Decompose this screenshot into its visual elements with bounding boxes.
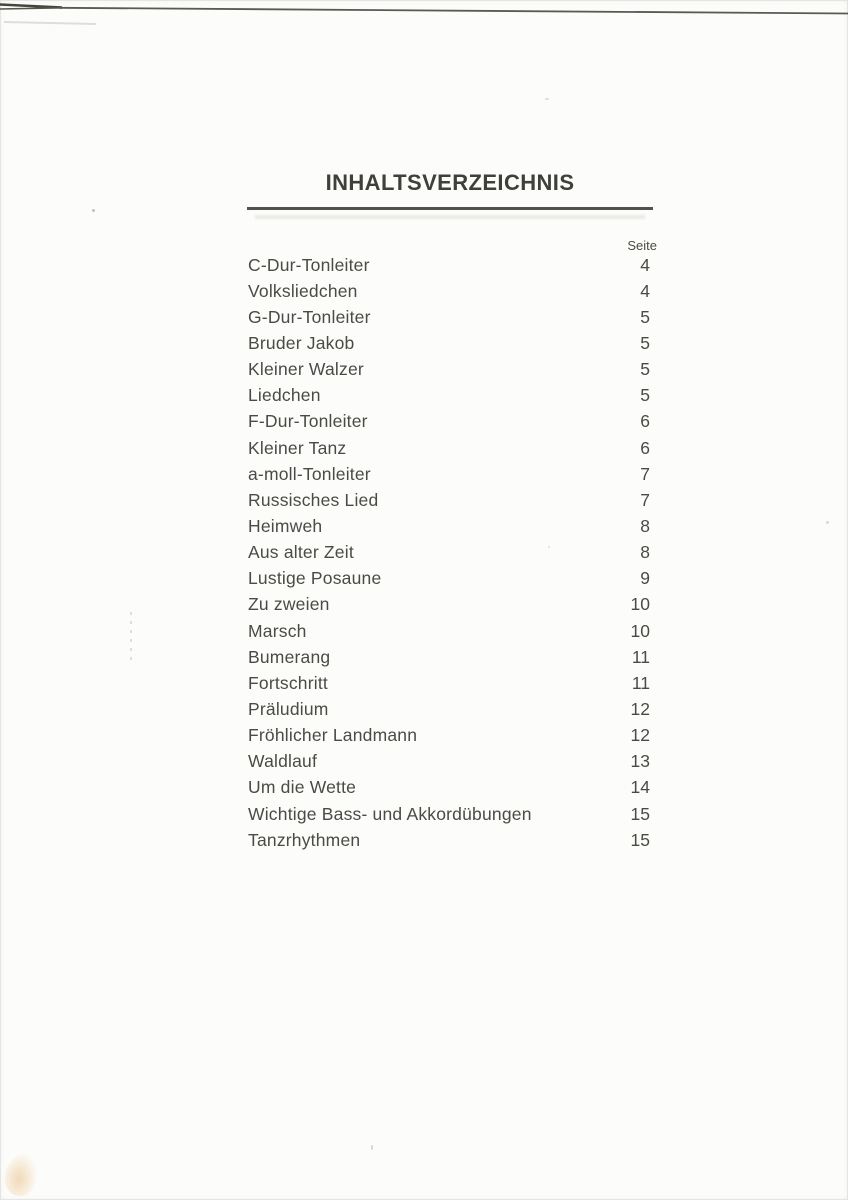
toc-entry-title: Fortschritt	[248, 672, 328, 693]
toc-entry-page: 12	[630, 725, 650, 746]
toc-entry-page: 15	[630, 829, 650, 850]
toc-row	[248, 670, 650, 696]
toc-entry-title: Um die Wette	[248, 777, 357, 798]
toc-entry-title: Russisches Lied	[248, 489, 379, 510]
toc-entry-page: 9	[640, 568, 650, 589]
toc-row	[248, 357, 650, 383]
toc-entry-page: 6	[640, 411, 650, 432]
toc-entry-title: Heimweh	[248, 515, 323, 536]
toc-list	[248, 252, 650, 853]
toc-entry-page: 5	[640, 359, 650, 380]
toc-entry-page: 10	[630, 620, 650, 641]
toc-row	[248, 513, 650, 539]
toc-entry-page: 8	[640, 515, 650, 536]
toc-entry-page: 8	[640, 542, 650, 563]
toc-row	[248, 775, 650, 801]
toc-entry-title: Marsch	[248, 620, 307, 641]
scan-speck	[826, 521, 829, 524]
toc-row	[248, 540, 650, 566]
toc-row	[248, 461, 650, 487]
toc-row	[248, 304, 650, 330]
toc-entry-title: Aus alter Zeit	[248, 542, 354, 563]
toc-entry-title: F-Dur-Tonleiter	[248, 411, 368, 432]
toc-entry-page: 14	[630, 777, 650, 798]
toc-entry-title: G-Dur-Tonleiter	[248, 306, 371, 327]
toc-entry-page: 6	[640, 437, 650, 458]
toc-entry-page: 10	[630, 594, 650, 615]
toc-entry-page: 7	[640, 463, 650, 484]
toc-row	[248, 749, 650, 775]
toc-row	[248, 644, 650, 670]
toc-row	[248, 383, 650, 409]
page-title: INHALTSVERZEICHNIS	[325, 170, 575, 195]
toc-row	[248, 278, 650, 304]
toc-entry-page: 4	[640, 280, 650, 301]
scan-top-edge-artifact	[0, 0, 848, 32]
toc-entry-title: C-Dur-Tonleiter	[248, 254, 370, 275]
title-rule	[247, 207, 653, 210]
toc-row	[248, 696, 650, 722]
toc-row	[248, 252, 650, 278]
scan-speck	[548, 546, 550, 548]
toc-row	[248, 592, 650, 618]
scan-speck	[371, 1145, 373, 1150]
toc-row	[248, 330, 650, 356]
toc-entry-page: 11	[631, 646, 650, 667]
toc-entry-page: 13	[630, 751, 650, 772]
toc-entry-title: Volksliedchen	[248, 280, 358, 301]
toc-entry-title: Liedchen	[248, 385, 321, 406]
toc-row	[248, 487, 650, 513]
toc-entry-title: Präludium	[248, 698, 329, 719]
toc-row	[248, 723, 650, 749]
toc-entry-page: 5	[640, 306, 650, 327]
toc-entry-page: 5	[640, 385, 650, 406]
toc-entry-title: Bruder Jakob	[248, 332, 355, 353]
page-column-header: Seite	[627, 238, 657, 253]
toc-row	[248, 409, 650, 435]
scan-stain-artifact	[2, 1152, 40, 1198]
toc-entry-page: 15	[630, 803, 650, 824]
toc-row	[248, 618, 650, 644]
toc-entry-title: Fröhlicher Landmann	[248, 725, 418, 746]
toc-entry-page: 12	[630, 698, 650, 719]
toc-entry-title: a-moll-Tonleiter	[248, 463, 371, 484]
toc-entry-title: Bumerang	[248, 646, 331, 667]
toc-row	[248, 435, 650, 461]
toc-entry-title: Kleiner Tanz	[248, 437, 347, 458]
toc-entry-title: Wichtige Bass- und Akkordübungen	[248, 803, 532, 824]
scan-speck	[92, 209, 95, 212]
scan-dotted-line-artifact	[130, 612, 132, 660]
toc-entry-title: Kleiner Walzer	[248, 359, 364, 380]
toc-entry-title: Lustige Posaune	[248, 568, 382, 589]
toc-entry-title: Zu zweien	[248, 594, 330, 615]
toc-entry-page: 11	[631, 672, 650, 693]
toc-entry-page: 5	[640, 332, 650, 353]
scan-speck	[545, 98, 549, 100]
toc-entry-title: Waldlauf	[248, 751, 318, 772]
toc-row	[248, 827, 650, 853]
toc-row	[248, 566, 650, 592]
toc-entry-page: 7	[640, 489, 650, 510]
title-block	[247, 172, 653, 210]
toc-row	[248, 801, 650, 827]
toc-entry-page: 4	[640, 254, 650, 275]
toc-entry-title: Tanzrhythmen	[248, 829, 361, 850]
